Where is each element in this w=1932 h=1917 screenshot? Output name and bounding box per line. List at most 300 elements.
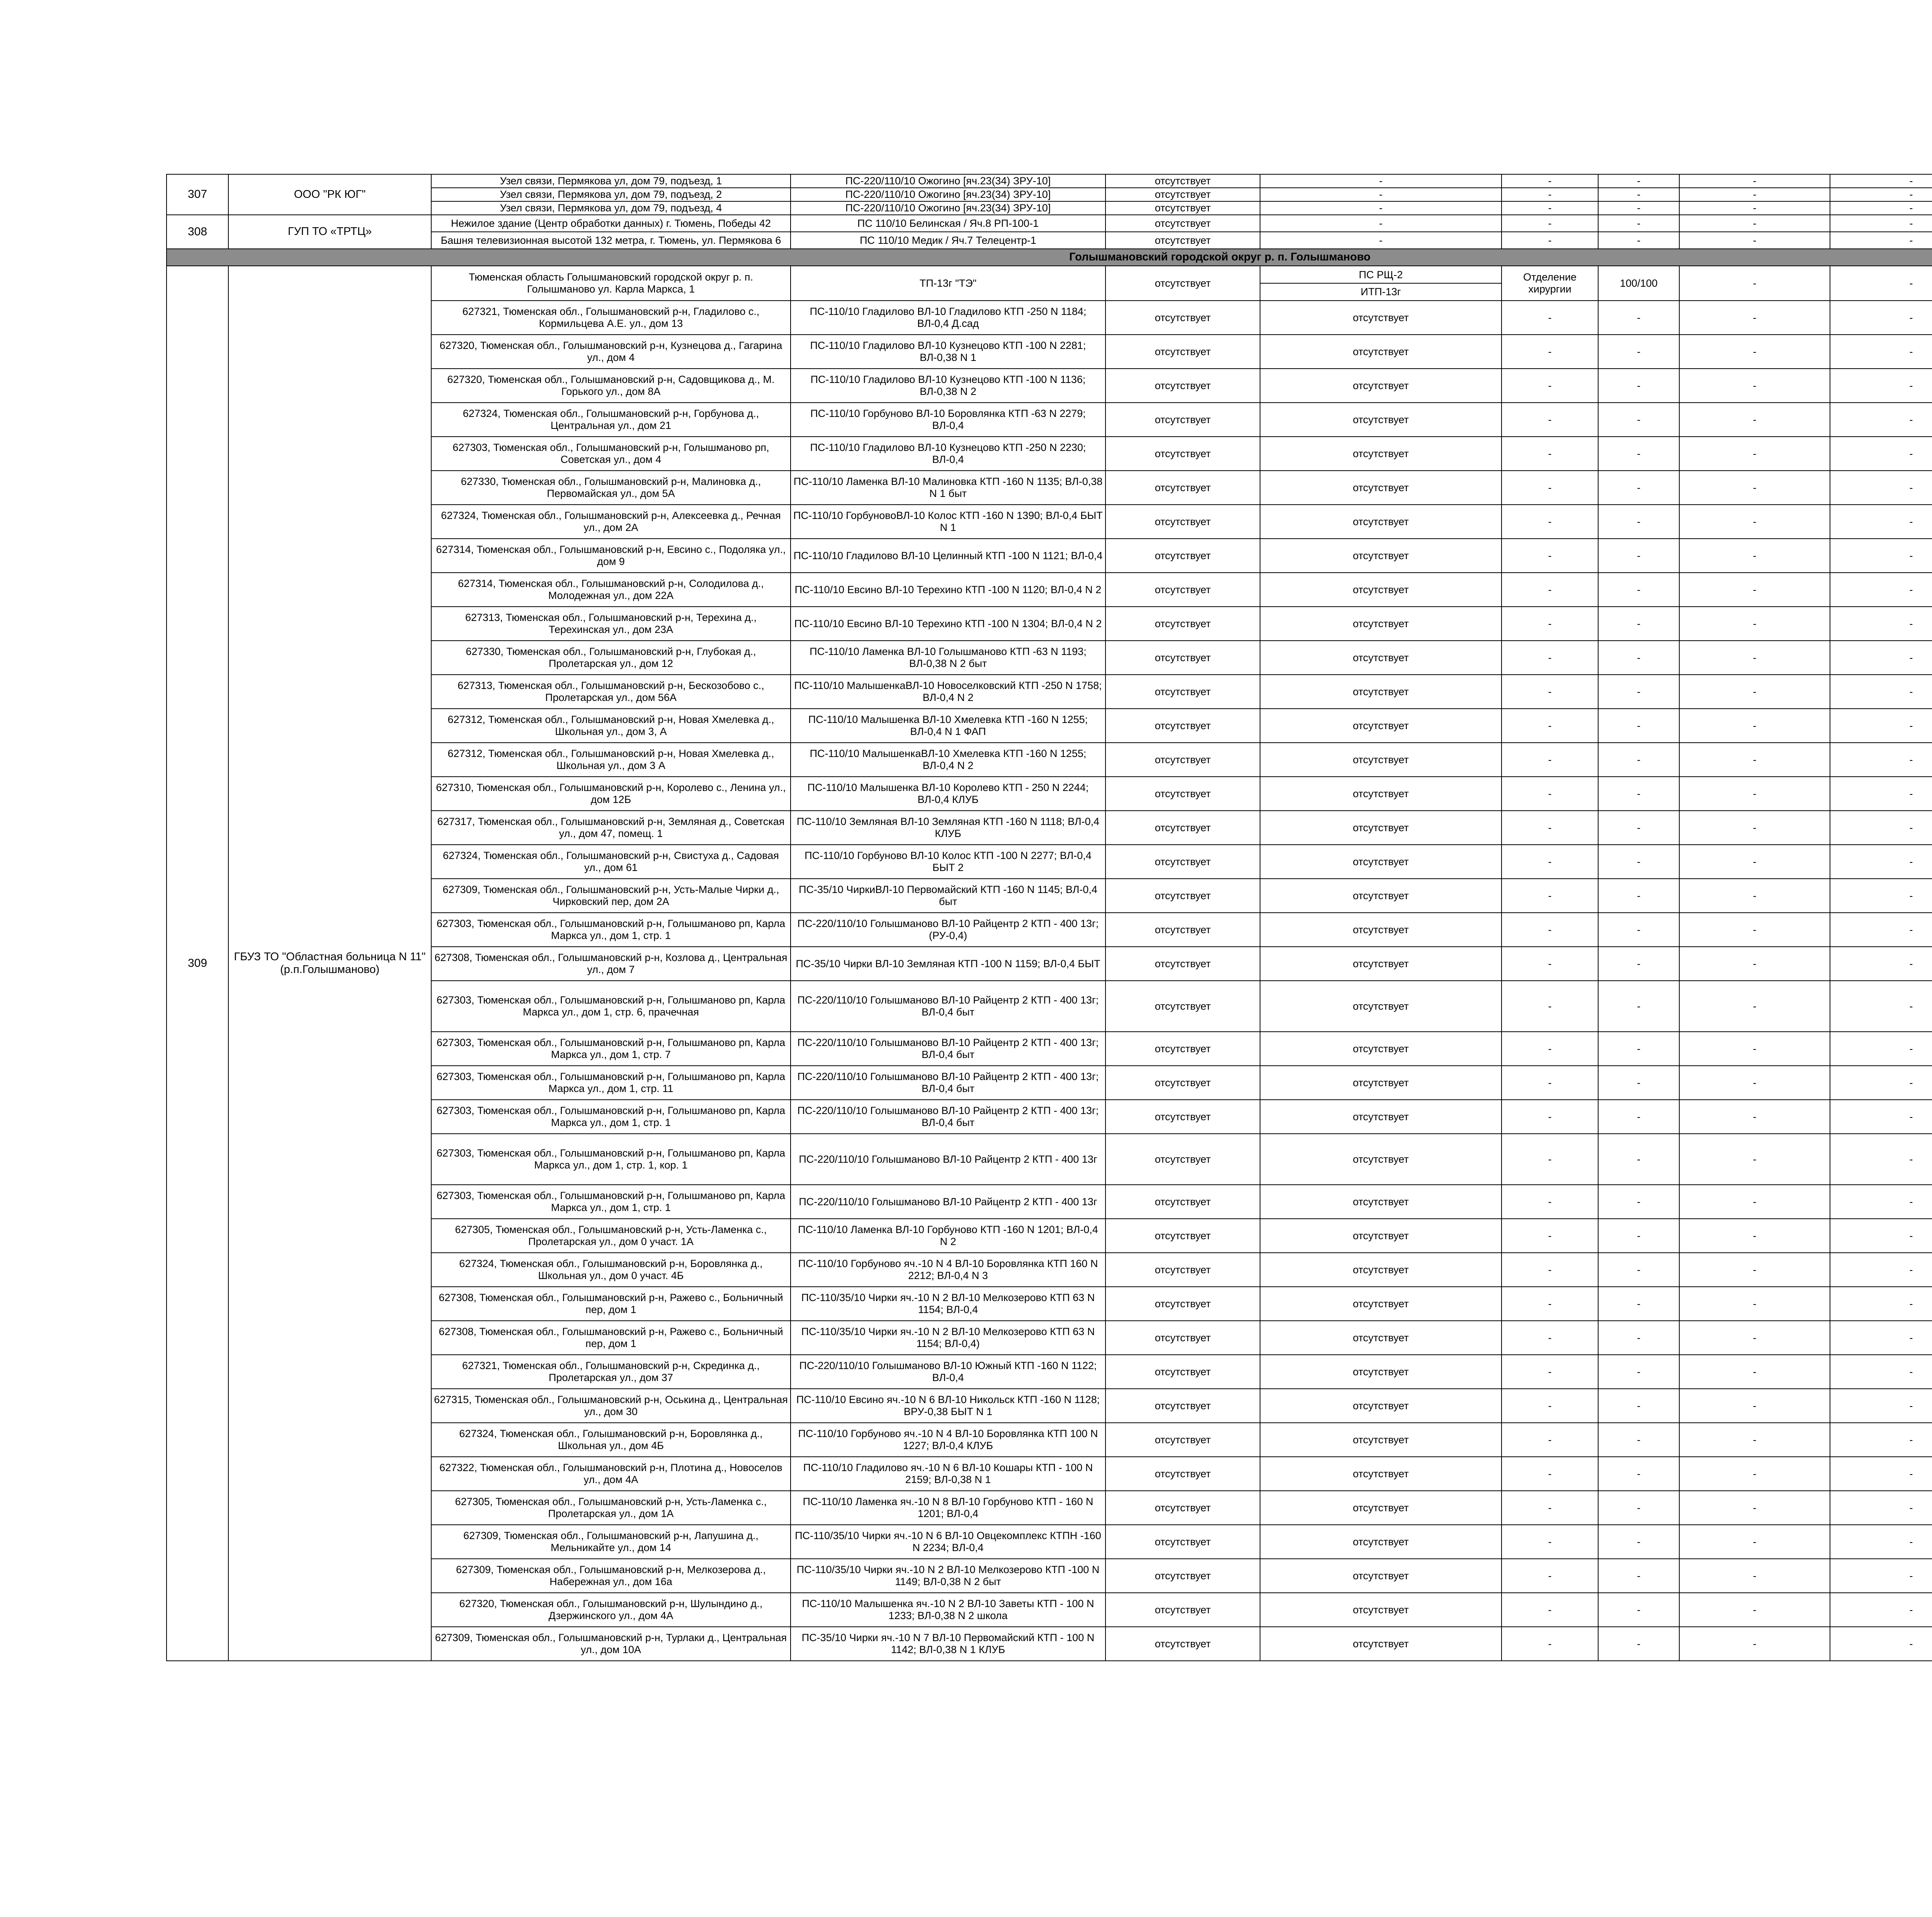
substation-feed: ПС-220/110/10 Ожогино [яч.23(34) ЗРУ-10]	[791, 188, 1105, 201]
backup-source-status: отсутствует	[1105, 641, 1260, 675]
reserve-source-status: отсутствует	[1260, 335, 1502, 369]
substation-feed: ПС 110/10 Белинская / Яч.8 РП-100-1	[791, 215, 1105, 232]
empty-value-cell: -	[1502, 1525, 1598, 1559]
table-row-309	[167, 1525, 1932, 1559]
empty-value-cell: -	[1679, 1219, 1830, 1253]
substation-feed: ПС-110/10 Малышенка ВЛ-10 Королево КТП - 250 N 2244; ВЛ-0,4 КЛУБ	[791, 777, 1105, 811]
backup-source-status: отсутствует	[1105, 811, 1260, 845]
empty-value-cell: -	[1598, 981, 1679, 1032]
empty-value-cell: -	[1502, 777, 1598, 811]
backup-source-status: отсутствует	[1105, 607, 1260, 641]
empty-value-cell: -	[1679, 369, 1830, 403]
empty-value-cell: -	[1679, 539, 1830, 573]
backup-source-status: отсутствует	[1105, 675, 1260, 709]
table-row-309	[167, 981, 1932, 1032]
object-address: 627320, Тюменская обл., Голышмановский р-н, Шулындино д., Дзержинского ул., дом 4А	[431, 1593, 791, 1627]
table-row-309	[167, 573, 1932, 607]
table-row-309	[167, 505, 1932, 539]
reserve-source-status: отсутствует	[1260, 1287, 1502, 1321]
table-row-309	[167, 1185, 1932, 1219]
empty-value-cell: -	[1679, 505, 1830, 539]
empty-value-cell: -	[1830, 709, 1932, 743]
reserve-source-status: отсутствует	[1260, 641, 1502, 675]
backup-source-status: отсутствует	[1105, 266, 1260, 301]
table-row-309	[167, 879, 1932, 913]
backup-source-status: отсутствует	[1105, 1185, 1260, 1219]
reserve-source-status: отсутствует	[1260, 743, 1502, 777]
empty-value-cell: -	[1679, 1321, 1830, 1355]
empty-value-cell: -	[1502, 1219, 1598, 1253]
empty-value-cell: -	[1830, 947, 1932, 981]
empty-value-cell: -	[1598, 1032, 1679, 1066]
empty-value-cell: -	[1598, 709, 1679, 743]
object-address: 627330, Тюменская обл., Голышмановский р-н, Глубокая д., Пролетарская ул., дом 12	[431, 641, 791, 675]
empty-value-cell: -	[1598, 777, 1679, 811]
reserve-source-status: отсутствует	[1260, 1491, 1502, 1525]
substation-feed: ПС-110/10 Гладилово ВЛ-10 Кузнецово КТП -100 N 1136; ВЛ-0,38 N 2	[791, 369, 1105, 403]
object-address: 627321, Тюменская обл., Голышмановский р-н, Скрединка д., Пролетарская ул., дом 37	[431, 1355, 791, 1389]
empty-value-cell: -	[1830, 981, 1932, 1032]
empty-value-cell: -	[1598, 437, 1679, 471]
reserve-source-status: отсутствует	[1260, 1355, 1502, 1389]
substation-feed: ПС-110/10 Малышенка яч.-10 N 2 ВЛ-10 Заветы КТП - 100 N 1233; ВЛ-0,38 N 2 школа	[791, 1593, 1105, 1627]
backup-source-status: отсутствует	[1105, 1491, 1260, 1525]
empty-value-cell: -	[1260, 174, 1502, 188]
object-address: 627324, Тюменская обл., Голышмановский р-н, Свистуха д., Садовая ул., дом 61	[431, 845, 791, 879]
reserve-source-status: отсутствует	[1260, 981, 1502, 1032]
substation-feed: ПС-220/110/10 Голышманово ВЛ-10 Райцентр 2 КТП - 400 13г; ВЛ-0,4 быт	[791, 1066, 1105, 1100]
empty-value-cell: -	[1830, 201, 1932, 215]
empty-value-cell: -	[1830, 573, 1932, 607]
substation-feed: ПС-220/110/10 Голышманово ВЛ-10 Райцентр 2 КТП - 400 13г; ВЛ-0,4 быт	[791, 1032, 1105, 1066]
empty-value-cell: -	[1830, 1321, 1932, 1355]
empty-value-cell: -	[1502, 471, 1598, 505]
empty-value-cell: -	[1679, 879, 1830, 913]
backup-source-status: отсутствует	[1105, 879, 1260, 913]
backup-source-status: отсутствует	[1105, 201, 1260, 215]
empty-value-cell: -	[1679, 641, 1830, 675]
empty-value-cell: -	[1830, 1287, 1932, 1321]
empty-value-cell: -	[1830, 879, 1932, 913]
reserve-source-status: отсутствует	[1260, 1032, 1502, 1066]
substation-feed: ПС-110/10 Гладилово ВЛ-10 Целинный КТП -100 N 1121; ВЛ-0,4	[791, 539, 1105, 573]
empty-value-cell: -	[1598, 1100, 1679, 1134]
object-address: Башня телевизионная высотой 132 метра, г. Тюмень, ул. Пермякова 6	[431, 232, 791, 249]
empty-value-cell: -	[1830, 539, 1932, 573]
substation-feed: ПС-110/35/10 Чирки яч.-10 N 2 ВЛ-10 Мелкозерово КТП 63 N 1154; ВЛ-0,4)	[791, 1321, 1105, 1355]
empty-value-cell: -	[1598, 1627, 1679, 1661]
reserve-source-status: отсутствует	[1260, 1525, 1502, 1559]
substation-feed: ПС-110/10 МалышенкаВЛ-10 Хмелевка КТП -160 N 1255; ВЛ-0,4 N 2	[791, 743, 1105, 777]
backup-source-status: отсутствует	[1105, 709, 1260, 743]
empty-value-cell: -	[1598, 1491, 1679, 1525]
reserve-source-status: отсутствует	[1260, 573, 1502, 607]
empty-value-cell: -	[1679, 232, 1830, 249]
empty-value-cell: -	[1830, 174, 1932, 188]
empty-value-cell: -	[1598, 1185, 1679, 1219]
empty-value-cell: -	[1679, 266, 1830, 301]
substation-feed: ПС-220/110/10 Ожогино [яч.23(34) ЗРУ-10]	[791, 201, 1105, 215]
empty-value-cell: -	[1598, 913, 1679, 947]
backup-source-status: отсутствует	[1105, 539, 1260, 573]
backup-source-status: отсутствует	[1105, 947, 1260, 981]
empty-value-cell: -	[1502, 879, 1598, 913]
empty-value-cell: -	[1679, 1134, 1830, 1185]
empty-value-cell: -	[1830, 471, 1932, 505]
object-address: Узел связи, Пермякова ул, дом 79, подъезд, 1	[431, 174, 791, 188]
reserve-source-status: отсутствует	[1260, 1423, 1502, 1457]
empty-value-cell: -	[1679, 1355, 1830, 1389]
empty-value-cell: -	[1830, 1032, 1932, 1066]
substation-feed: ПС-110/10 Гладилово ВЛ-10 Гладилово КТП -250 N 1184; ВЛ-0,4 Д.сад	[791, 301, 1105, 335]
object-address: 627303, Тюменская обл., Голышмановский р-н, Голышманово рп, Карла Маркса ул., дом 1, стр. 1	[431, 1100, 791, 1134]
empty-value-cell: -	[1598, 1066, 1679, 1100]
empty-value-cell: -	[1679, 981, 1830, 1032]
object-address: 627305, Тюменская обл., Голышмановский р-н, Усть-Ламенка с., Пролетарская ул., дом 0 участ. 1А	[431, 1219, 791, 1253]
substation-feed: ПС-220/110/10 Голышманово ВЛ-10 Райцентр 2 КТП - 400 13г; ВЛ-0,4 быт	[791, 1100, 1105, 1134]
reserve-source-status: отсутствует	[1260, 1100, 1502, 1134]
empty-value-cell: -	[1679, 1389, 1830, 1423]
empty-value-cell: -	[1679, 1253, 1830, 1287]
empty-value-cell: -	[1502, 1457, 1598, 1491]
table-row-309	[167, 709, 1932, 743]
backup-source-status: отсутствует	[1105, 1253, 1260, 1287]
table-row-309	[167, 471, 1932, 505]
empty-value-cell: -	[1679, 811, 1830, 845]
empty-value-cell: -	[1598, 1525, 1679, 1559]
empty-value-cell: -	[1502, 301, 1598, 335]
row-number: 309	[167, 266, 228, 1661]
backup-source-status: отсутствует	[1105, 335, 1260, 369]
empty-value-cell: -	[1830, 1219, 1932, 1253]
table-row-309	[167, 675, 1932, 709]
backup-source-status: отсутствует	[1105, 1423, 1260, 1457]
backup-source-status: отсутствует	[1105, 1032, 1260, 1066]
object-address: Тюменская область Голышмановский городской округ р. п. Голышманово ул. Карла Маркса, 1	[431, 266, 791, 301]
empty-value-cell: -	[1830, 1185, 1932, 1219]
backup-source-status: отсутствует	[1105, 573, 1260, 607]
object-address: 627330, Тюменская обл., Голышмановский р-н, Малиновка д., Первомайская ул., дом 5А	[431, 471, 791, 505]
empty-value-cell: -	[1830, 215, 1932, 232]
empty-value-cell: -	[1502, 1253, 1598, 1287]
empty-value-cell: -	[1830, 675, 1932, 709]
empty-value-cell: -	[1830, 1525, 1932, 1559]
reserve-source-status: отсутствует	[1260, 1321, 1502, 1355]
empty-value-cell: -	[1679, 777, 1830, 811]
table-row-309	[167, 1559, 1932, 1593]
data-table	[166, 174, 1932, 1661]
empty-value-cell: -	[1679, 1287, 1830, 1321]
substation-feed: ПС-110/10 Горбуново ВЛ-10 Колос КТП -100 N 2277; ВЛ-0,4 БЫТ 2	[791, 845, 1105, 879]
empty-value-cell: -	[1830, 1423, 1932, 1457]
empty-value-cell: -	[1830, 845, 1932, 879]
empty-value-cell: -	[1260, 232, 1502, 249]
backup-source-status: отсутствует	[1105, 1321, 1260, 1355]
empty-value-cell: -	[1679, 471, 1830, 505]
backup-source-status: отсутствует	[1105, 1593, 1260, 1627]
empty-value-cell: -	[1679, 1185, 1830, 1219]
empty-value-cell: -	[1830, 743, 1932, 777]
empty-value-cell: -	[1679, 913, 1830, 947]
empty-value-cell: -	[1679, 1627, 1830, 1661]
empty-value-cell: -	[1830, 1355, 1932, 1389]
reserve-source-primary: ПС РЩ-2	[1260, 267, 1501, 284]
empty-value-cell: -	[1502, 1134, 1598, 1185]
empty-value-cell: -	[1502, 232, 1598, 249]
empty-value-cell: -	[1830, 1389, 1932, 1423]
reserve-source-status: отсутствует	[1260, 845, 1502, 879]
empty-value-cell: -	[1679, 403, 1830, 437]
department-name: Отделение хирургии	[1502, 266, 1598, 301]
table-row-309	[167, 743, 1932, 777]
empty-value-cell: -	[1830, 232, 1932, 249]
object-address: 627308, Тюменская обл., Голышмановский р-н, Козлова д., Центральная ул., дом 7	[431, 947, 791, 981]
table-row-307	[167, 174, 1932, 188]
empty-value-cell: -	[1598, 335, 1679, 369]
backup-source-status: отсутствует	[1105, 1559, 1260, 1593]
reserve-source-secondary: ИТП-13г	[1361, 286, 1401, 298]
reserve-source-status: отсутствует	[1260, 369, 1502, 403]
empty-value-cell: -	[1598, 539, 1679, 573]
substation-feed: ПС-110/10 Гладилово ВЛ-10 Кузнецово КТП -250 N 2230; ВЛ-0,4	[791, 437, 1105, 471]
empty-value-cell: -	[1679, 1066, 1830, 1100]
backup-source-status: отсутствует	[1105, 1287, 1260, 1321]
substation-feed: ПС-220/110/10 Голышманово ВЛ-10 Райцентр 2 КТП - 400 13г	[791, 1134, 1105, 1185]
backup-source-status: отсутствует	[1105, 1355, 1260, 1389]
empty-value-cell: -	[1598, 1457, 1679, 1491]
reserve-source-status: отсутствует	[1260, 607, 1502, 641]
empty-value-cell: -	[1830, 369, 1932, 403]
table-row-309	[167, 607, 1932, 641]
substation-feed: ПС-110/35/10 Чирки яч.-10 N 6 ВЛ-10 Овцекомплекс КТПН -160 N 2234; ВЛ-0,4	[791, 1525, 1105, 1559]
load-ratio: 100/100	[1598, 266, 1679, 301]
object-address: 627303, Тюменская обл., Голышмановский р-н, Голышманово рп, Карла Маркса ул., дом 1, стр. 11	[431, 1066, 791, 1100]
substation-feed: ПС-110/10 ГорбуновоВЛ-10 Колос КТП -160 N 1390; ВЛ-0,4 БЫТ N 1	[791, 505, 1105, 539]
empty-value-cell: -	[1502, 1100, 1598, 1134]
empty-value-cell: -	[1598, 471, 1679, 505]
substation-feed: ПС-110/10 Ламенка ВЛ-10 Голышманово КТП -63 N 1193; ВЛ-0,38 N 2 быт	[791, 641, 1105, 675]
empty-value-cell: -	[1830, 403, 1932, 437]
substation-feed: ПС-110/10 Гладилово ВЛ-10 Кузнецово КТП -100 N 2281; ВЛ-0,38 N 1	[791, 335, 1105, 369]
table-row-307	[167, 188, 1932, 201]
reserve-source-status: отсутствует	[1260, 913, 1502, 947]
empty-value-cell: -	[1679, 709, 1830, 743]
table-row-309	[167, 1032, 1932, 1066]
substation-feed: ПС-110/10 Горбуново ВЛ-10 Боровлянка КТП -63 N 2279; ВЛ-0,4	[791, 403, 1105, 437]
empty-value-cell: -	[1830, 1253, 1932, 1287]
substation-feed: ПС-110/10 Земляная ВЛ-10 Земляная КТП -160 N 1118; ВЛ-0,4 КЛУБ	[791, 811, 1105, 845]
empty-value-cell: -	[1502, 1066, 1598, 1100]
substation-feed: ПС-110/10 Евсино ВЛ-10 Терехино КТП -100 N 1120; ВЛ-0,4 N 2	[791, 573, 1105, 607]
section-header-row	[167, 249, 1932, 266]
table-row-309	[167, 1627, 1932, 1661]
empty-value-cell: -	[1679, 335, 1830, 369]
empty-value-cell: -	[1502, 215, 1598, 232]
empty-value-cell: -	[1260, 215, 1502, 232]
section-title: Голышмановский городской округ р. п. Голышманово	[167, 249, 1932, 266]
empty-value-cell: -	[1830, 811, 1932, 845]
empty-value-cell: -	[1598, 1423, 1679, 1457]
substation-feed: ПС 110/10 Медик / Яч.7 Телецентр-1	[791, 232, 1105, 249]
empty-value-cell: -	[1830, 505, 1932, 539]
object-address: 627303, Тюменская обл., Голышмановский р-н, Голышманово рп, Карла Маркса ул., дом 1, стр. 1	[431, 913, 791, 947]
table-row-309	[167, 1423, 1932, 1457]
table-row-309	[167, 1287, 1932, 1321]
table-row-309	[167, 1219, 1932, 1253]
object-address: 627324, Тюменская обл., Голышмановский р-н, Алексеевка д., Речная ул., дом 2А	[431, 505, 791, 539]
object-address: 627303, Тюменская обл., Голышмановский р-н, Голышманово рп, Карла Маркса ул., дом 1, стр. 1, кор. 1	[431, 1134, 791, 1185]
empty-value-cell: -	[1598, 369, 1679, 403]
object-address: 627324, Тюменская обл., Голышмановский р-н, Горбунова д., Центральная ул., дом 21	[431, 403, 791, 437]
backup-source-status: отсутствует	[1105, 505, 1260, 539]
substation-feed: ПС-110/10 Гладилово яч.-10 N 6 ВЛ-10 Кошары КТП - 100 N 2159; ВЛ-0,38 N 1	[791, 1457, 1105, 1491]
empty-value-cell: -	[1502, 743, 1598, 777]
table-row-307	[167, 201, 1932, 215]
reserve-source-status: отсутствует	[1260, 1457, 1502, 1491]
substation-feed: ПС-110/10 Малышенка ВЛ-10 Хмелевка КТП -160 N 1255; ВЛ-0,4 N 1 ФАП	[791, 709, 1105, 743]
empty-value-cell: -	[1598, 232, 1679, 249]
empty-value-cell: -	[1679, 1423, 1830, 1457]
empty-value-cell: -	[1502, 1389, 1598, 1423]
object-address: 627324, Тюменская обл., Голышмановский р-н, Боровлянка д., Школьная ул., дом 0 участ. 4Б	[431, 1253, 791, 1287]
object-address: 627309, Тюменская обл., Голышмановский р-н, Усть-Малые Чирки д., Чирковский пер, дом 2А	[431, 879, 791, 913]
empty-value-cell: -	[1830, 607, 1932, 641]
empty-value-cell: -	[1598, 301, 1679, 335]
empty-value-cell: -	[1260, 188, 1502, 201]
object-address: Нежилое здание (Центр обработки данных) г. Тюмень, Победы 42	[431, 215, 791, 232]
empty-value-cell: -	[1502, 981, 1598, 1032]
empty-value-cell: -	[1598, 174, 1679, 188]
empty-value-cell: -	[1502, 811, 1598, 845]
empty-value-cell: -	[1598, 743, 1679, 777]
empty-value-cell: -	[1679, 573, 1830, 607]
empty-value-cell: -	[1502, 709, 1598, 743]
reserve-source-status: отсутствует	[1260, 1627, 1502, 1661]
object-address: 627309, Тюменская обл., Голышмановский р-н, Лапушина д., Мельникайте ул., дом 14	[431, 1525, 791, 1559]
object-address: 627303, Тюменская обл., Голышмановский р-н, Голышманово рп, Карла Маркса ул., дом 1, стр. 7	[431, 1032, 791, 1066]
reserve-source-status: отсутствует	[1260, 1593, 1502, 1627]
table-row-309	[167, 1389, 1932, 1423]
empty-value-cell: -	[1598, 403, 1679, 437]
empty-value-cell: -	[1502, 1627, 1598, 1661]
empty-value-cell: -	[1679, 1457, 1830, 1491]
reserve-source-status: отсутствует	[1260, 1219, 1502, 1253]
empty-value-cell: -	[1830, 913, 1932, 947]
substation-feed: ПС-220/110/10 Голышманово ВЛ-10 Райцентр 2 КТП - 400 13г	[791, 1185, 1105, 1219]
object-address: 627317, Тюменская обл., Голышмановский р-н, Земляная д., Советская ул., дом 47, помещ. 1	[431, 811, 791, 845]
empty-value-cell: -	[1830, 1559, 1932, 1593]
substation-feed: ПС-110/10 Горбуново яч.-10 N 4 ВЛ-10 Боровлянка КТП 160 N 2212; ВЛ-0,4 N 3	[791, 1253, 1105, 1287]
empty-value-cell: -	[1598, 1134, 1679, 1185]
object-address: 627303, Тюменская обл., Голышмановский р-н, Голышманово рп, Карла Маркса ул., дом 1, стр. 6, прачечная	[431, 981, 791, 1032]
reserve-source-status: отсутствует	[1260, 471, 1502, 505]
empty-value-cell: -	[1830, 335, 1932, 369]
backup-source-status: отсутствует	[1105, 1457, 1260, 1491]
backup-source-status: отсутствует	[1105, 981, 1260, 1032]
empty-value-cell: -	[1598, 1355, 1679, 1389]
empty-value-cell: -	[1679, 947, 1830, 981]
empty-value-cell: -	[1502, 573, 1598, 607]
empty-value-cell: -	[1679, 743, 1830, 777]
empty-value-cell: -	[1502, 913, 1598, 947]
reserve-source-status: отсутствует	[1260, 811, 1502, 845]
object-address: 627320, Тюменская обл., Голышмановский р-н, Кузнецова д., Гагарина ул., дом 4	[431, 335, 791, 369]
object-address: 627310, Тюменская обл., Голышмановский р-н, Королево с., Ленина ул., дом 12Б	[431, 777, 791, 811]
reserve-source-cell	[1260, 266, 1502, 301]
reserve-source-status: отсутствует	[1260, 1389, 1502, 1423]
reserve-source-status: отсутствует	[1260, 879, 1502, 913]
backup-source-status: отсутствует	[1105, 1134, 1260, 1185]
empty-value-cell: -	[1830, 266, 1932, 301]
empty-value-cell: -	[1502, 539, 1598, 573]
table-row-309	[167, 369, 1932, 403]
object-address: 627309, Тюменская обл., Голышмановский р-н, Турлаки д., Центральная ул., дом 10А	[431, 1627, 791, 1661]
empty-value-cell: -	[1502, 403, 1598, 437]
object-address: 627315, Тюменская обл., Голышмановский р-н, Оськина д., Центральная ул., дом 30	[431, 1389, 791, 1423]
empty-value-cell: -	[1502, 174, 1598, 188]
substation-feed: ПС-110/35/10 Чирки яч.-10 N 2 ВЛ-10 Мелкозерово КТП 63 N 1154; ВЛ-0,4	[791, 1287, 1105, 1321]
reserve-source-status: отсутствует	[1260, 505, 1502, 539]
table-row-309	[167, 947, 1932, 981]
empty-value-cell: -	[1679, 188, 1830, 201]
table-row-309	[167, 1355, 1932, 1389]
reserve-source-status: отсутствует	[1260, 301, 1502, 335]
empty-value-cell: -	[1830, 1593, 1932, 1627]
empty-value-cell: -	[1679, 1032, 1830, 1066]
empty-value-cell: -	[1502, 188, 1598, 201]
table-row-308	[167, 232, 1932, 249]
reserve-source-status: отсутствует	[1260, 1253, 1502, 1287]
object-address: 627314, Тюменская обл., Голышмановский р-н, Солодилова д., Молодежная ул., дом 22А	[431, 573, 791, 607]
empty-value-cell: -	[1502, 1491, 1598, 1525]
empty-value-cell: -	[1830, 437, 1932, 471]
empty-value-cell: -	[1502, 947, 1598, 981]
empty-value-cell: -	[1679, 1491, 1830, 1525]
empty-value-cell: -	[1830, 1100, 1932, 1134]
backup-source-status: отсутствует	[1105, 1627, 1260, 1661]
empty-value-cell: -	[1679, 845, 1830, 879]
reserve-source-status: отсутствует	[1260, 1559, 1502, 1593]
empty-value-cell: -	[1502, 369, 1598, 403]
backup-source-status: отсутствует	[1105, 1389, 1260, 1423]
table-row-309	[167, 1457, 1932, 1491]
empty-value-cell: -	[1598, 215, 1679, 232]
substation-feed: ПС-35/10 Чирки яч.-10 N 7 ВЛ-10 Первомайский КТП - 100 N 1142; ВЛ-0,38 N 1 КЛУБ	[791, 1627, 1105, 1661]
backup-source-status: отсутствует	[1105, 232, 1260, 249]
empty-value-cell: -	[1598, 641, 1679, 675]
empty-value-cell: -	[1598, 1253, 1679, 1287]
empty-value-cell: -	[1598, 201, 1679, 215]
substation-feed: ПС-110/10 Ламенка яч.-10 N 8 ВЛ-10 Горбуново КТП - 160 N 1201; ВЛ-0,4	[791, 1491, 1105, 1525]
object-address: 627308, Тюменская обл., Голышмановский р-н, Ражево с., Больничный пер, дом 1	[431, 1321, 791, 1355]
empty-value-cell: -	[1502, 505, 1598, 539]
object-address: 627312, Тюменская обл., Голышмановский р-н, Новая Хмелевка д., Школьная ул., дом 3 А	[431, 743, 791, 777]
backup-source-status: отсутствует	[1105, 215, 1260, 232]
organization-name: ГУП ТО «ТРТЦ»	[228, 215, 431, 249]
table-row-309	[167, 266, 1932, 301]
backup-source-status: отсутствует	[1105, 188, 1260, 201]
backup-source-status: отсутствует	[1105, 437, 1260, 471]
empty-value-cell: -	[1598, 607, 1679, 641]
table-row-308	[167, 215, 1932, 232]
empty-value-cell: -	[1679, 1593, 1830, 1627]
empty-value-cell: -	[1830, 188, 1932, 201]
row-number: 308	[167, 215, 228, 249]
object-address: 627324, Тюменская обл., Голышмановский р-н, Боровлянка д., Школьная ул., дом 4Б	[431, 1423, 791, 1457]
table-row-309	[167, 1253, 1932, 1287]
empty-value-cell: -	[1830, 1627, 1932, 1661]
empty-value-cell: -	[1502, 437, 1598, 471]
